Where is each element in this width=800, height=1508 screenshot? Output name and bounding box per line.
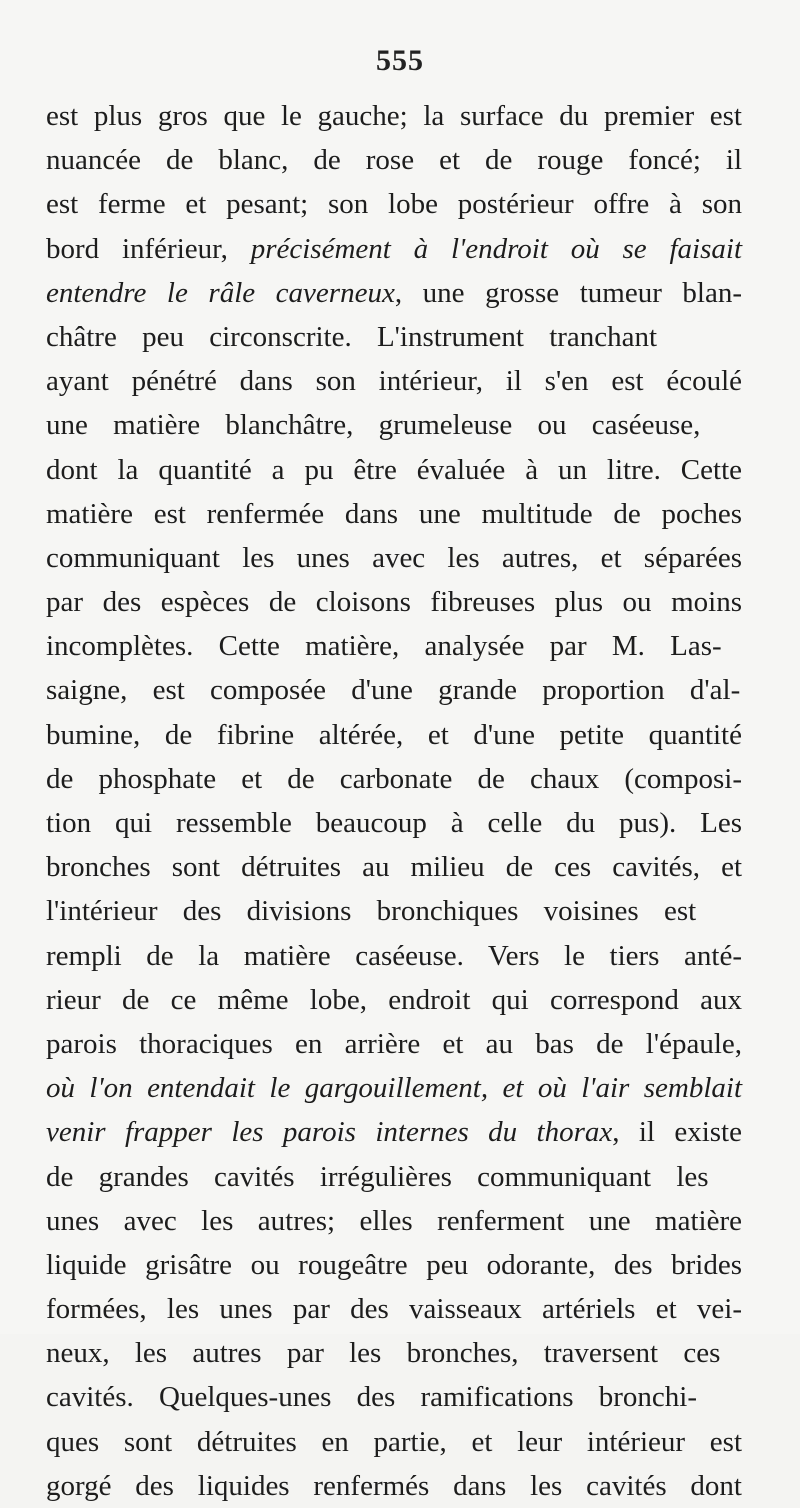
text-segment: rempli de la matière caséeuse. Vers le tiers anté- (46, 939, 742, 972)
italic-text-segment: entendre le râle caverneux (46, 276, 395, 309)
text-line (46, 1022, 742, 1066)
text-line (46, 580, 742, 624)
text-line (46, 978, 742, 1022)
text-segment: matière est renfermée dans une multitude de poches (46, 497, 742, 530)
text-segment: l'intérieur des divisions bronchiques voisines est (46, 895, 697, 928)
text-line (46, 1066, 742, 1110)
body-text (46, 94, 742, 1508)
text-segment: ques sont détruites en partie, et leur intérieur est (46, 1425, 742, 1458)
text-line (46, 1331, 742, 1375)
text-line (46, 713, 742, 757)
text-line (46, 624, 742, 668)
text-segment: dont la quantité a pu être évaluée à un litre. Cette (46, 453, 742, 486)
text-line (46, 1110, 742, 1154)
text-line (46, 1243, 742, 1287)
text-segment: cavités. Quelques-unes des ramifications bronchi- (46, 1381, 698, 1414)
text-segment: est plus gros que le gauche; la surface du premier est (46, 100, 742, 132)
text-segment: rieur de ce même lobe, endroit qui correspond aux (46, 983, 742, 1016)
text-segment: par des espèces de cloisons fibreuses plus ou moins (46, 586, 742, 619)
text-line (46, 1287, 742, 1331)
text-line (46, 536, 742, 580)
text-segment: incomplètes. Cette matière, analysée par M. Las- (46, 630, 722, 663)
text-segment: une matière blanchâtre, grumeleuse ou caséeuse, (46, 409, 701, 442)
text-segment: de phosphate et de carbonate de chaux (composi- (46, 762, 742, 795)
text-segment: bumine, de fibrine altérée, et d'une petite quantité (46, 718, 742, 751)
text-line (46, 801, 742, 845)
text-segment: communiquant les unes avec les autres, et séparées (46, 541, 742, 574)
text-line (46, 271, 742, 315)
text-line (46, 757, 742, 801)
text-line (46, 138, 742, 182)
text-segment: , il existe (612, 1116, 742, 1149)
text-segment: de grandes cavités irrégulières communiquant les (46, 1160, 709, 1193)
text-line (46, 182, 742, 226)
text-segment: tion qui ressemble beaucoup à celle du pus). Les (46, 807, 742, 839)
text-segment: unes avec les autres; elles renferment une matière (46, 1204, 742, 1237)
text-line (46, 227, 742, 271)
italic-text-segment: venir frapper les parois internes du thorax (46, 1116, 613, 1149)
text-line (46, 448, 742, 492)
text-segment: saigne, est composée d'une grande proportion d'al- (46, 674, 741, 707)
text-line (46, 94, 742, 138)
text-line (46, 1375, 742, 1419)
text-segment: bronches sont détruites au milieu de ces cavités, et (46, 851, 742, 884)
italic-text-segment: précisément à l'endroit où se faisait (250, 232, 742, 265)
text-segment: ayant pénétré dans son intérieur, il s'en est écoulé (46, 365, 742, 398)
text-segment: parois thoraciques en arrière et au bas de l'épaule, (46, 1027, 742, 1060)
text-segment: bord inférieur, (46, 232, 251, 265)
text-line (46, 492, 742, 536)
text-segment: neux, les autres par les bronches, traversent ces (46, 1337, 721, 1370)
text-line (46, 1464, 742, 1508)
text-line (46, 315, 742, 359)
text-segment: liquide grisâtre ou rougeâtre peu odorante, des brides (46, 1248, 742, 1281)
text-line (46, 1155, 742, 1199)
text-segment: nuancée de blanc, de rose et de rouge foncé; il (46, 144, 742, 177)
page-number: 555 (376, 44, 424, 77)
text-line (46, 934, 742, 978)
text-line (46, 668, 742, 712)
text-line (46, 889, 742, 933)
text-segment: gorgé des liquides renfermés dans les cavités dont (46, 1469, 742, 1502)
text-line (46, 359, 742, 403)
text-line (46, 1199, 742, 1243)
text-segment: formées, les unes par des vaisseaux artériels et vei- (46, 1293, 742, 1326)
text-line (46, 403, 742, 447)
italic-text-segment: où l'on entendait le gargouillement, et où l'air semblait (46, 1072, 742, 1105)
text-segment: châtre peu circonscrite. L'instrument tranchant (46, 320, 658, 353)
text-line (46, 845, 742, 889)
text-segment: est ferme et pesant; son lobe postérieur offre à son (46, 188, 742, 221)
text-line (46, 1420, 742, 1464)
text-segment: , une grosse tumeur blan- (394, 276, 742, 309)
